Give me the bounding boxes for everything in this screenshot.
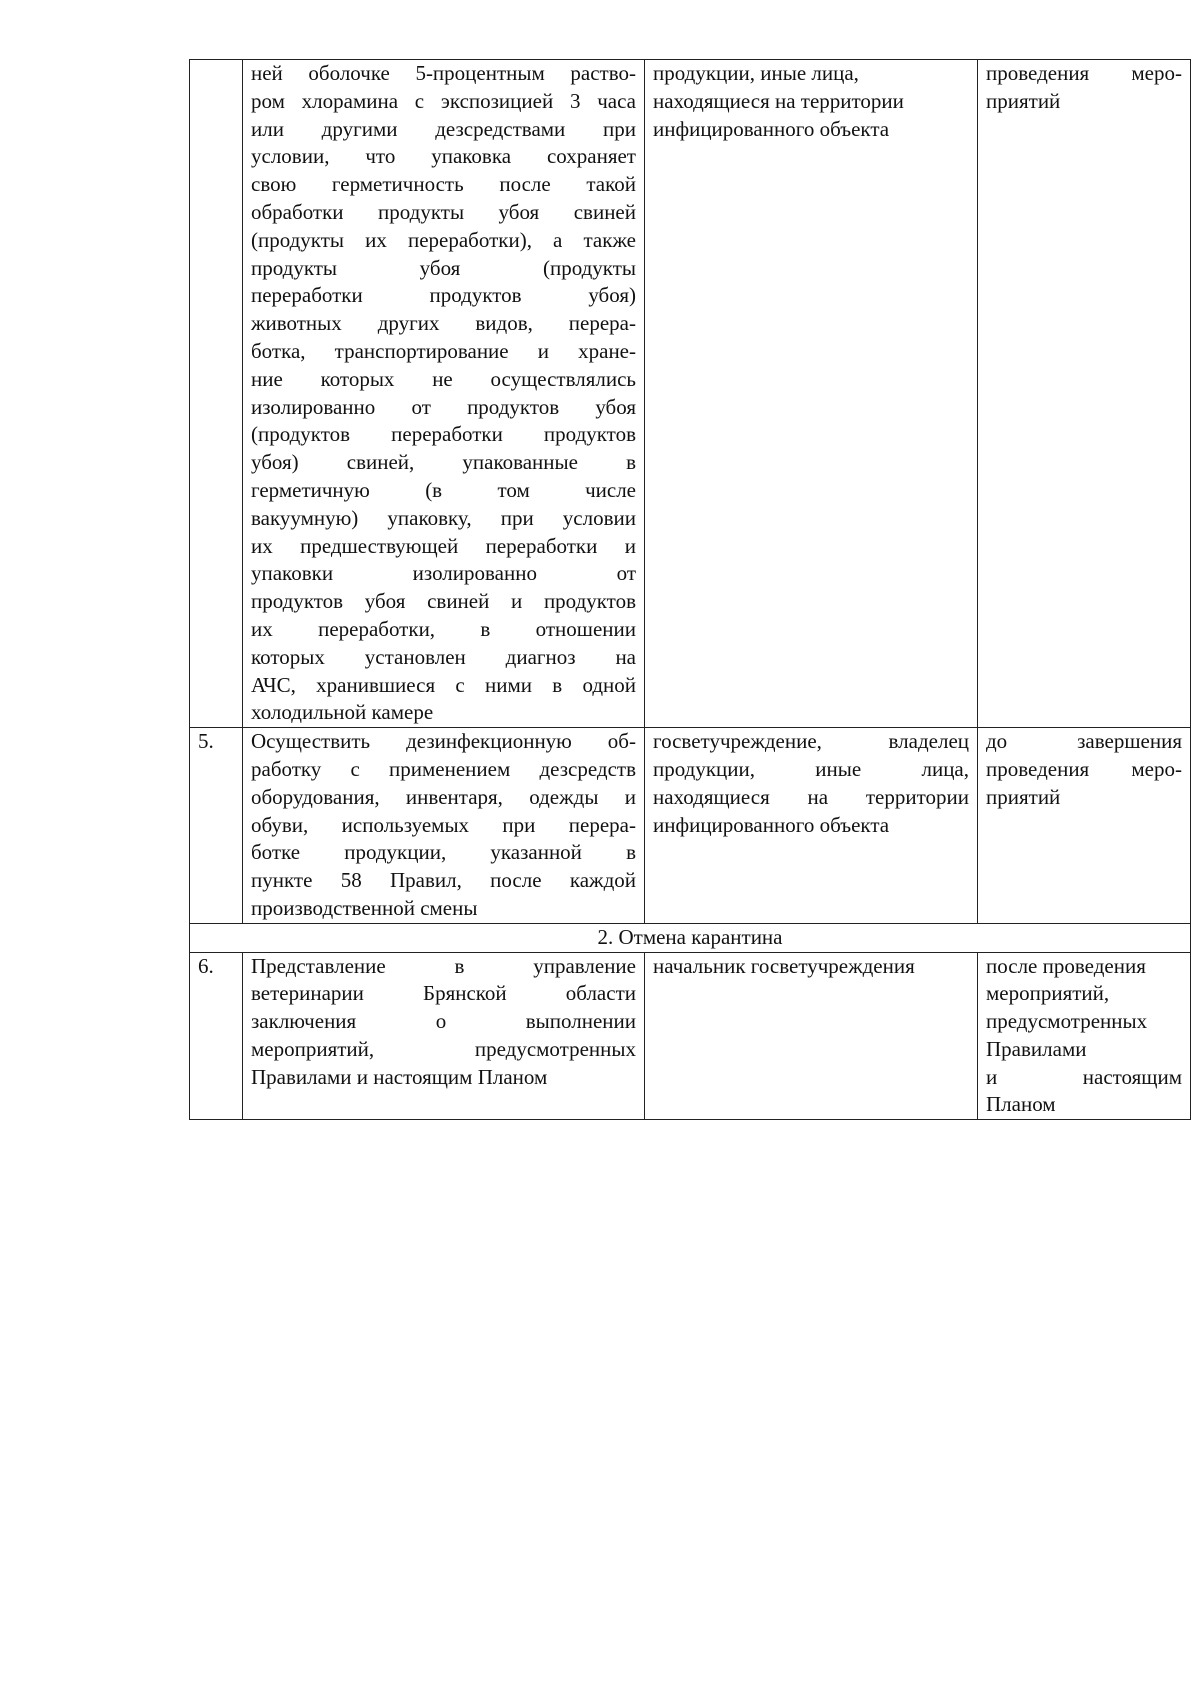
action-line: вакуумную) упаковку, при условии	[251, 505, 636, 530]
action-line: животных других видов, перера-	[251, 311, 636, 336]
responsible-cell	[645, 60, 978, 728]
action-line: свою герметичность после такой	[251, 172, 636, 197]
action-line: ние которых не осуществлялись	[251, 366, 636, 391]
responsible-line: инфицированного объекта	[653, 116, 890, 141]
term-cell	[978, 952, 1191, 1120]
responsible-line: продукции, иные лица,	[653, 61, 859, 85]
action-line: изолированно от продуктов убоя	[251, 394, 636, 419]
action-line: упаковки изолированно от	[251, 561, 636, 586]
action-line: пункте 58 Правил, после каждой	[251, 868, 636, 893]
term-line: проведения меро-	[986, 61, 1182, 85]
term-line: приятий	[986, 784, 1061, 809]
action-line: ботка, транспортирование и хране-	[251, 338, 636, 363]
measures-table	[189, 59, 1191, 1120]
action-line: продукты убоя (продукты	[251, 255, 636, 280]
action-line: холодильной камере	[251, 700, 434, 725]
term-line: и настоящим	[986, 1064, 1182, 1089]
action-line: которых установлен диагноз на	[251, 644, 636, 669]
responsible-line: госветучреждение, владелец	[653, 729, 969, 754]
term-line: Правилами	[986, 1036, 1087, 1061]
row-number: 5.	[190, 728, 243, 924]
action-line: ром хлорамина с экспозицией 3 часа	[251, 88, 636, 113]
action-line: ней оболочке 5-процентным раство-	[251, 61, 636, 85]
responsible-line: продукции, иные лица,	[653, 756, 969, 781]
action-line: заключения о выполнении	[251, 1009, 636, 1034]
action-cell	[243, 728, 645, 924]
action-line: Осуществить дезинфекционную об-	[251, 729, 636, 754]
term-cell	[978, 728, 1191, 924]
action-line: переработки продуктов убоя)	[251, 283, 636, 308]
term-line: приятий	[986, 88, 1061, 113]
row-number: 6.	[190, 952, 243, 1120]
action-line: или другими дезсредствами при	[251, 116, 636, 141]
action-line: ботке продукции, указанной в	[251, 840, 636, 865]
action-line: обработки продукты убоя свиней	[251, 199, 636, 224]
action-line: Правилами и настоящим Планом	[251, 1064, 548, 1089]
action-line: герметичную (в том числе	[251, 477, 636, 502]
action-line: мероприятий, предусмотренных	[251, 1036, 636, 1061]
action-line: ветеринарии Брянской области	[251, 981, 636, 1006]
responsible-line: находящиеся на территории	[653, 784, 969, 809]
action-line: работку с применением дезсредств	[251, 756, 636, 781]
action-line: условии, что упаковка сохраняет	[251, 144, 636, 169]
responsible-line: находящиеся на территории	[653, 88, 904, 113]
term-line: мероприятий,	[986, 981, 1110, 1006]
action-line: продуктов убоя свиней и продуктов	[251, 589, 636, 614]
responsible-cell	[645, 728, 978, 924]
responsible-line: инфицированного объекта	[653, 812, 890, 837]
responsible-line: начальник госветучреждения	[653, 953, 915, 978]
action-line: АЧС, хранившиеся с ними в одной	[251, 672, 636, 697]
row-number	[190, 60, 243, 728]
table-row	[190, 60, 1191, 728]
term-cell	[978, 60, 1191, 728]
action-line: обуви, используемых при перера-	[251, 812, 636, 837]
action-line: их предшествующей переработки и	[251, 533, 636, 558]
action-line: их переработки, в отношении	[251, 616, 636, 641]
term-line: Планом	[986, 1092, 1056, 1117]
action-line: убоя) свиней, упакованные в	[251, 450, 636, 475]
action-line: (продуктов переработки продуктов	[251, 422, 636, 447]
section-row	[190, 923, 1191, 952]
action-line: (продукты их переработки), а также	[251, 227, 636, 252]
action-cell	[243, 952, 645, 1120]
action-line: Представление в управление	[251, 953, 636, 978]
action-cell	[243, 60, 645, 728]
table-row	[190, 728, 1191, 924]
term-line: до завершения	[986, 729, 1182, 754]
term-line: после проведения	[986, 953, 1146, 978]
section-title: 2. Отмена карантина	[190, 923, 1191, 952]
table-row	[190, 952, 1191, 1120]
term-line: проведения меро-	[986, 756, 1182, 781]
term-line: предусмотренных	[986, 1009, 1148, 1034]
action-line: оборудования, инвентаря, одежды и	[251, 784, 636, 809]
action-line: производственной смены	[251, 895, 478, 920]
responsible-cell	[645, 952, 978, 1120]
